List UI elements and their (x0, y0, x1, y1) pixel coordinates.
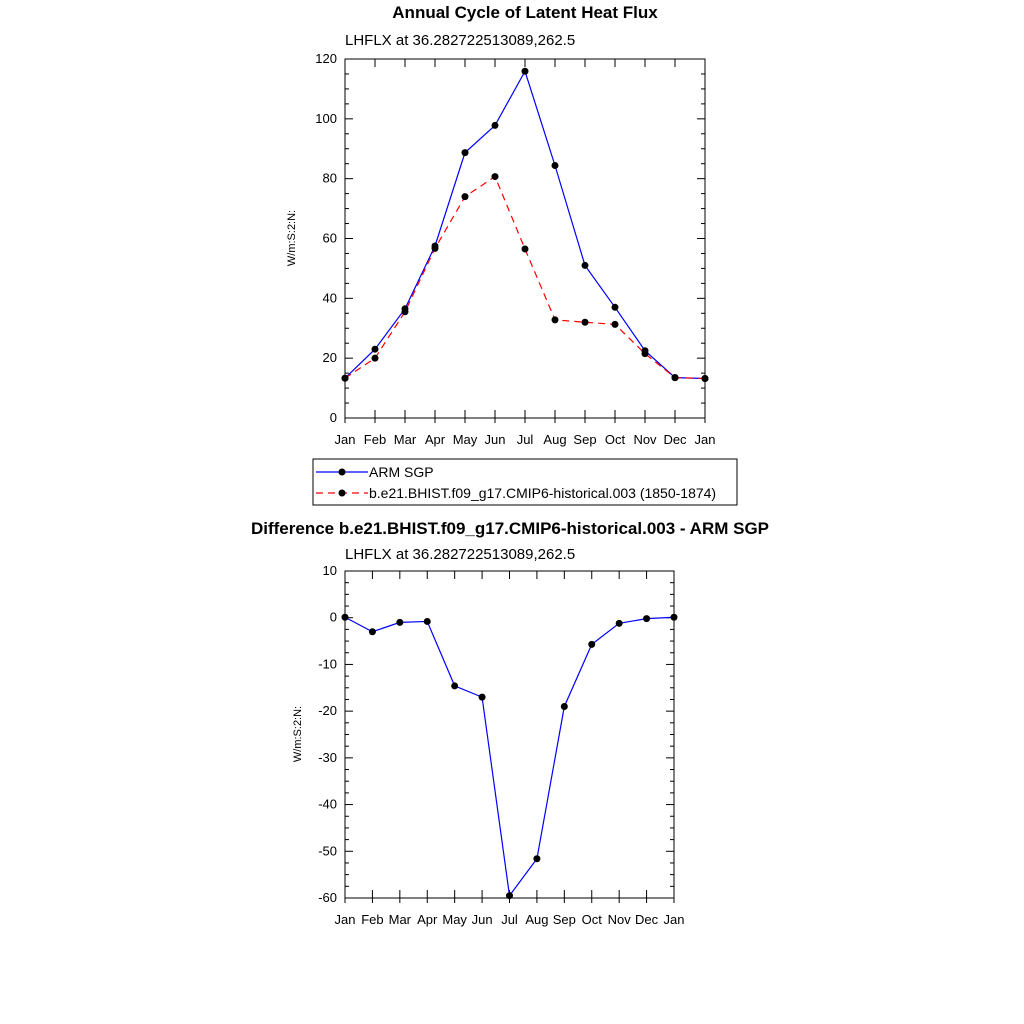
chart-2-xtick-label: Nov (607, 912, 631, 927)
chart-2-ytick-label: -40 (318, 796, 337, 812)
chart-1-xtick-label: Dec (663, 432, 687, 447)
chart-1-xtick-label: Jun (484, 432, 506, 447)
chart-2-point-s0-2 (396, 619, 403, 626)
chart-1-ytick-label: 40 (322, 290, 337, 306)
chart-2-ytick-label: -50 (318, 843, 337, 859)
legend (313, 459, 737, 505)
chart-1-xtick-label: Aug (543, 432, 567, 447)
chart-1-point-s1-2 (402, 308, 409, 315)
chart-1-point-s0-9 (612, 304, 619, 311)
chart-2-ytick-label: -30 (318, 749, 337, 765)
chart-1-point-s1-5 (492, 173, 499, 180)
chart-2-point-s0-0 (342, 614, 349, 621)
chart-1-xtick-label: Oct (604, 432, 626, 447)
legend-marker-arm-sgp (339, 469, 346, 476)
chart-1-point-s1-3 (432, 245, 439, 252)
chart-1-ytick-label: 80 (322, 170, 337, 186)
chart-2-xtick-label: Jan (663, 912, 685, 927)
chart-2-xtick-label: Sep (552, 912, 576, 927)
chart-2-ylabel: W/m:S:2:N: (292, 705, 304, 763)
chart-1-xtick-label: Jan (334, 432, 356, 447)
chart-1-plot (315, 51, 715, 447)
chart-1-series-line-0 (345, 71, 705, 378)
legend-marker-model (339, 490, 346, 497)
chart-2-frame (345, 571, 674, 898)
chart-2-point-s0-3 (424, 618, 431, 625)
chart-2-xtick-label: Aug (525, 912, 549, 927)
legend-label-arm-sgp: ARM SGP (369, 464, 434, 480)
chart-2-point-s0-5 (479, 694, 486, 701)
chart-2-subtitle: LHFLX at 36.282722513089,262.5 (345, 546, 576, 563)
chart-1-xtick-label: Feb (363, 432, 387, 447)
chart-1-point-s1-0 (342, 375, 349, 382)
chart-1-ylabel: W/m:S:2:N: (286, 209, 298, 267)
chart-1-point-s1-12 (702, 375, 709, 382)
chart-1-point-s1-11 (672, 374, 679, 381)
chart-1-subtitle: LHFLX at 36.282722513089,262.5 (345, 32, 576, 49)
chart-2-point-s0-12 (671, 614, 678, 621)
chart-1-xtick-label: Sep (573, 432, 597, 447)
chart-1-title: Annual Cycle of Latent Heat Flux (392, 3, 658, 22)
chart-2-xtick-label: Feb (361, 912, 384, 927)
chart-2-series-line-0 (345, 617, 674, 895)
chart-1-point-s0-6 (522, 68, 529, 75)
chart-2-point-s0-6 (506, 892, 513, 899)
chart-1-ytick-label: 120 (315, 51, 337, 66)
chart-2-point-s0-1 (369, 628, 376, 635)
chart-1-point-s1-4 (462, 193, 469, 200)
chart-1-ytick-label: 60 (322, 230, 337, 246)
chart-1-xtick-label: Jan (694, 432, 716, 447)
chart-1-xtick-label: Nov (633, 432, 657, 447)
chart-1-point-s1-9 (612, 321, 619, 328)
chart-1-xtick-label: Apr (424, 432, 446, 447)
chart-2-xtick-label: Dec (635, 912, 659, 927)
chart-1-xtick-label: Mar (393, 432, 417, 447)
chart-2-ytick-label: -10 (318, 656, 337, 672)
chart-2-xtick-label: May (442, 912, 467, 927)
chart-2-point-s0-9 (588, 641, 595, 648)
chart-2-ytick-label: -60 (318, 890, 337, 905)
chart-1-point-s0-8 (582, 262, 589, 269)
chart-1-point-s0-7 (552, 162, 559, 169)
chart-1-series-line-1 (345, 177, 705, 379)
chart-2-xtick-label: Jun (471, 912, 493, 927)
chart-2-xtick-label: Jul (501, 912, 518, 927)
chart-2-ytick-label: 0 (329, 609, 337, 625)
chart-1-point-s1-7 (552, 316, 559, 323)
chart-1-point-s0-5 (492, 122, 499, 129)
chart-2-plot (318, 563, 684, 927)
chart-1-ytick-label: 20 (322, 350, 337, 366)
legend-label-model: b.e21.BHIST.f09_g17.CMIP6-historical.003 (1850-1874) (369, 485, 717, 501)
chart-2-point-s0-8 (561, 703, 568, 710)
chart-2-xtick-label: Mar (388, 912, 412, 927)
chart-1-point-s1-1 (372, 355, 379, 362)
chart-1-point-s0-1 (372, 346, 379, 353)
chart-1-xtick-label: May (452, 432, 478, 447)
chart-2-ytick-label: -20 (318, 703, 337, 719)
chart-1-point-s0-4 (462, 149, 469, 156)
chart-1-ytick-label: 100 (315, 110, 337, 126)
chart-1-ytick-label: 0 (329, 410, 337, 425)
chart-2-xtick-label: Apr (417, 912, 438, 927)
chart-2-point-s0-11 (643, 615, 650, 622)
chart-1-frame (345, 59, 705, 418)
chart-2-point-s0-10 (616, 620, 623, 627)
chart-2-title: Difference b.e21.BHIST.f09_g17.CMIP6-historical.003 - ARM SGP (250, 519, 770, 538)
chart-2-ytick-label: 10 (322, 563, 337, 578)
chart-1-point-s1-6 (522, 245, 529, 252)
chart-1-point-s1-10 (642, 350, 649, 357)
chart-2-point-s0-4 (451, 682, 458, 689)
chart-2-point-s0-7 (533, 855, 540, 862)
chart-2-xtick-label: Oct (581, 912, 602, 927)
chart-1-point-s1-8 (582, 319, 589, 326)
chart-1-xtick-label: Jul (516, 432, 534, 447)
chart-2-xtick-label: Jan (334, 912, 356, 927)
